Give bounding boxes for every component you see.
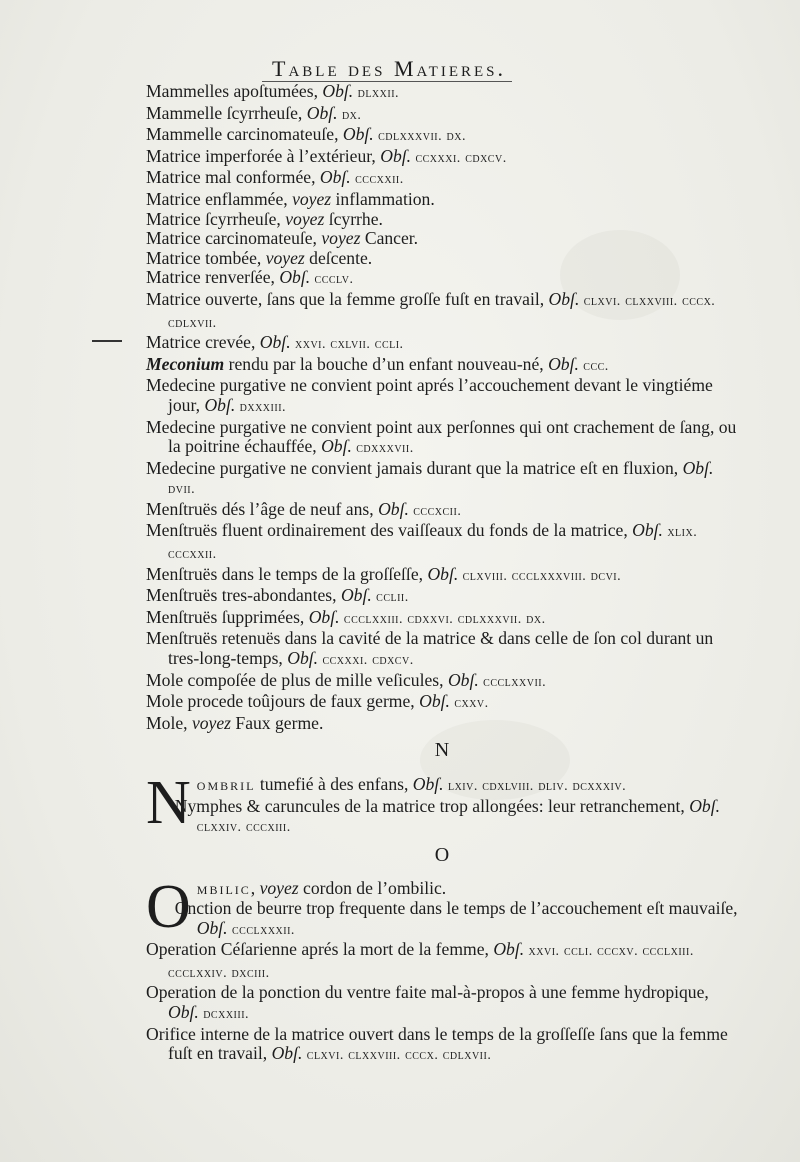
section-o <box>146 873 738 1065</box>
observation-number: cdxlviii. <box>482 779 534 794</box>
index-entry: Menſtruës ſupprimées, Obſ. ccclxxiii. cdxxvi. cdlxxxvii. dx. <box>146 606 546 627</box>
observation-number: cdlxvii. <box>442 1048 492 1064</box>
index-entry: Operation de la ponction du ventre faite mal-à-propos à une femme hydropique, Obſ. dcxxiii. <box>146 982 709 1022</box>
reference-word: Obſ. <box>340 585 372 606</box>
margin-mark <box>92 340 122 342</box>
observation-number: dliv. <box>538 779 569 794</box>
observation-number: ccclv. <box>314 272 354 288</box>
observation-number: cdlxxxvii. <box>378 129 443 145</box>
reference-word: Obſ. <box>342 124 374 145</box>
reference-word: Obſ. <box>322 81 354 101</box>
reference-word: Obſ. <box>548 288 580 309</box>
section-m <box>146 82 738 733</box>
reference-word: voyez <box>259 878 299 899</box>
observation-number: ccclxiii. <box>642 944 694 960</box>
observation-number: dxciii. <box>231 965 270 981</box>
index-entry: Operation Céſarienne aprés la mort de la femme, Obſ. xxvi. ccli. cccxv. ccclxiii. ccclxxiv. dxciii. <box>146 939 694 981</box>
headword: Meconium <box>146 353 225 374</box>
page-header <box>272 56 506 82</box>
reference-word: Obſ. <box>259 332 291 353</box>
observation-number: ccclxxxii. <box>231 922 295 938</box>
lead-word: ombril <box>196 774 256 794</box>
observation-number: dx. <box>341 107 362 123</box>
reference-word: Obſ. <box>689 795 720 816</box>
observation-number: dxxxiii. <box>239 399 287 415</box>
observation-number: ccclxxiv. <box>168 965 228 981</box>
drop-cap: N <box>146 769 191 837</box>
index-entry: Onction de beurre trop frequente dans le temps de l’accouchement eſt mauvaiſe, Obſ. ccclxxxii. <box>174 897 738 938</box>
index-entry: Menſtruës retenuës dans la cavité de la matrice & dans celle de ſon col durant un tres-long-temps, Obſ. ccxxxi. cdxcv. <box>146 628 714 669</box>
index-entry: Menſtruës tres-abondantes, Obſ. cclii. <box>146 585 409 606</box>
reference-word: Obſ. <box>306 102 338 123</box>
reference-word: voyez <box>321 228 361 249</box>
letter-heading-o: O <box>434 843 450 866</box>
lead-word: mbilic <box>196 878 251 899</box>
observation-number: cccxiii. <box>245 820 291 836</box>
entry-text: tumefié à des enfans, Obſ. lxiv. cdxlviii. dliv. dcxxxiv. <box>255 774 627 794</box>
reference-word: Obſ. <box>204 394 236 415</box>
reference-word: Obſ. <box>319 167 351 188</box>
header-title: Table des Matieres. <box>272 56 506 81</box>
index-entry: Menſtruës dans le temps de la groſſeſſe, Obſ. clxviii. ccclxxxviii. dcvi. <box>146 563 622 584</box>
index-entry: Nymphes & caruncules de la matrice trop allongées: leur retranchement, Obſ. clxxiv. cccxiii. <box>174 795 720 836</box>
observation-number: clxxiv. <box>196 820 242 836</box>
reference-word: Obſ. <box>308 606 340 627</box>
reference-word: Obſ. <box>427 563 459 584</box>
index-entry: Matrice imperforée à l’extérieur, Obſ. ccxxxi. cdxcv. <box>146 145 507 166</box>
section-n-entries <box>146 797 738 838</box>
reference-word: Obſ. <box>196 917 228 938</box>
reference-word: Obſ. <box>279 267 311 288</box>
reference-word: voyez <box>292 188 332 209</box>
index-entry: Meconium rendu par la bouche d’un enfant nouveau-né, Obſ. ccc. <box>146 353 609 374</box>
observation-number: cdxxvi. <box>407 611 454 627</box>
observation-number: cdxcv. <box>465 150 507 166</box>
observation-number: xxvi. <box>528 944 560 960</box>
index-entries <box>146 82 738 1066</box>
observation-number: ccclxxvii. <box>483 674 547 690</box>
reference-word: Obſ. <box>447 669 479 690</box>
index-entry: Matrice enflammée, voyez inflammation. <box>146 188 435 209</box>
observation-number: ccxxxi. <box>415 150 461 166</box>
observation-number: dx. <box>446 129 466 145</box>
index-entry: Matrice ouverte, ſans que la femme groſſe fuſt en travail, Obſ. clxvi. clxxviii. cccx. cdlxvii. <box>146 288 716 331</box>
index-entry: Matrice crevée, Obſ. xxvi. cxlvii. ccli. <box>146 332 404 353</box>
reference-word: Obſ. <box>321 436 352 457</box>
index-entry: Medecine purgative ne convient point aprés l’accouchement devant le vingtiéme jour, Obſ. dxxxiii. <box>146 375 713 415</box>
reference-word: Obſ. <box>493 939 525 960</box>
observation-number: cccx. <box>405 1048 439 1064</box>
observation-number: clxviii. <box>462 568 508 584</box>
reference-word: Obſ. <box>412 774 444 794</box>
index-entry: Mammelle carcinomateuſe, Obſ. cdlxxxvii. dx. <box>146 124 466 145</box>
observation-number: clxxviii. <box>625 293 678 309</box>
observation-number: cdlxxxvii. <box>457 611 522 627</box>
reference-word: Obſ. <box>271 1043 303 1064</box>
observation-number: ccclxxxviii. <box>511 568 587 584</box>
reference-word: Obſ. <box>380 145 412 166</box>
reference-word: Obſ. <box>378 498 409 519</box>
index-entry: Matrice tombée, voyez deſcente. <box>146 247 373 268</box>
section-n <box>146 769 738 838</box>
observation-number: cclii. <box>376 590 409 606</box>
section-o-entries <box>146 899 738 1066</box>
observation-number: ccxxxi. <box>322 653 368 669</box>
reference-word: voyez <box>191 712 232 733</box>
observation-number: dlxxii. <box>357 86 400 101</box>
observation-number: ccli. <box>374 337 404 353</box>
letter-heading-n: N <box>434 739 450 762</box>
observation-number: dcxxxiv. <box>572 779 627 794</box>
observation-number: cdxxxvii. <box>356 441 414 457</box>
reference-word: voyez <box>265 247 305 268</box>
observation-number: xlix. <box>667 525 698 541</box>
observation-number: cdxcv. <box>372 653 414 669</box>
observation-number: cxxv. <box>454 696 489 712</box>
index-entry: Mole procede toûjours de faux germe, Obſ. cxxv. <box>146 691 489 712</box>
reference-word: voyez <box>285 208 325 229</box>
index-entry: Matrice ſcyrrheuſe, voyez ſcyrrhe. <box>146 208 383 229</box>
observation-number: ccclxxiii. <box>343 611 403 627</box>
observation-number: cccx. <box>682 293 716 309</box>
observation-number: cxlvii. <box>330 337 371 353</box>
observation-number: dcvi. <box>590 568 622 584</box>
index-entry: Menſtruës dés l’âge de neuf ans, Obſ. cccxcii. <box>146 498 462 519</box>
observation-number: cccxxii. <box>355 172 404 188</box>
index-entry: Mammelles apoſtumées, Obſ. dlxxii. <box>146 81 400 101</box>
observation-number: clxvi. <box>583 293 621 309</box>
index-entry: Medecine purgative ne convient jamais durant que la matrice eſt en fluxion, Obſ. dvii. <box>146 457 714 498</box>
reference-word: Obſ. <box>168 1001 199 1022</box>
index-entry: Medecine purgative ne convient point aux perſonnes qui ont crachement de ſang, ou la poitrine échauffée, Obſ. cdxxxvii. <box>146 416 737 457</box>
index-entry: Mammelle ſcyrrheuſe, Obſ. dx. <box>146 102 362 123</box>
observation-number: ccc. <box>583 358 609 374</box>
observation-number: dvii. <box>168 482 196 498</box>
observation-number: ccli. <box>563 944 593 960</box>
reference-word: Obſ. <box>682 457 714 478</box>
observation-number: clxxviii. <box>348 1048 401 1064</box>
observation-number: cccxv. <box>597 944 639 960</box>
index-entry: Mole, voyez Faux germe. <box>146 712 324 733</box>
observation-number: cdlxvii. <box>168 315 217 331</box>
observation-number: clxvi. <box>306 1048 344 1064</box>
reference-word: Obſ. <box>548 353 579 374</box>
index-entry: Matrice mal conformée, Obſ. cccxxii. <box>146 167 404 188</box>
drop-cap: O <box>146 873 191 942</box>
observation-number: cccxxii. <box>168 547 217 563</box>
observation-number: dcxxiii. <box>203 1006 250 1022</box>
observation-number: dx. <box>526 611 546 627</box>
index-entry: Menſtruës fluent ordinairement des vaiſſeaux du fonds de la matrice, Obſ. xlix. cccxxii. <box>146 520 698 563</box>
index-entry: Orifice interne de la matrice ouvert dans le temps de la groſſeſſe ſans que la femme fuſt en travail, Obſ. clxvi. clxxviii. cccx. cdlxvii. <box>146 1023 728 1064</box>
index-entry: Matrice renverſée, Obſ. ccclv. <box>146 267 354 288</box>
reference-word: Obſ. <box>419 691 450 712</box>
reference-word: Obſ. <box>632 520 663 541</box>
entry-text: , voyez cordon de l’ombilic. <box>250 878 447 899</box>
index-entry: Matrice carcinomateuſe, voyez Cancer. <box>146 228 419 249</box>
index-entry: Mole compoſée de plus de mille veſicules, Obſ. ccclxxvii. <box>146 669 547 690</box>
observation-number: cccxcii. <box>413 503 462 519</box>
observation-number: xxvi. <box>295 337 326 353</box>
reference-word: Obſ. <box>287 648 319 669</box>
observation-number: lxiv. <box>447 779 478 794</box>
